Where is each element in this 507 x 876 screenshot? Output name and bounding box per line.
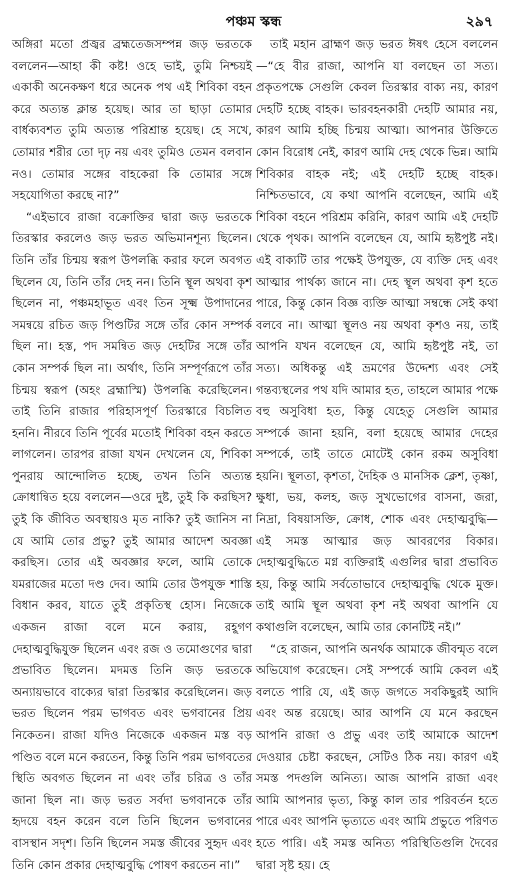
page-header — [0, 8, 507, 30]
paragraph: “এইভাবে রাজা বক্রোক্তির দ্বারা জড় ভরতকে তিরস্কার করলেও জড় ভরত অভিমানশূন্য ছিলেন। তিনি তাঁর চিন্ময় স্বরূপ উপলব্ধি করার ফলে অবগত ছিলেন যে, তিনি তাঁর দেহ নন। তিনি স্থূল অথবা কৃশ ছিলেন না, পঞ্চমহাভূত এবং তিন সূক্ষ্ম উপাদানের সমন্বয়ে রচিত জড় পিণ্ডটির সঙ্গে তাঁর কোন সম্পর্ক ছিল না। হস্ত, পদ সমন্বিত জড় দেহটির সঙ্গে তাঁর কোন সম্পর্ক ছিল না। অর্থাৎ, তিনি সম্পূর্ণরূপে তাঁর চিন্ময় স্বরূপ (অহং ব্রহ্মাস্মি) উপলব্ধি করেছিলেন। তাই তিনি রাজার পরিহাসপূর্ণ তিরস্কারে বিচলিত হননি। নীরবে তিনি পূর্বের মতোই শিবিকা বহন করতে লাগলেন। তারপর রাজা যখন দেখলেন যে, শিবিকা পুনরায় আন্দোলিত হচ্ছে, তখন তিনি অত্যন্ত ক্রোধান্বিত হয়ে বললেন—ওরে দুষ্ট, তুই কি করছিস? তুই কি জীবিত অবস্থায়ও মৃত নাকি? তুই জানিস না যে আমি তোর প্রভু? তুই আমার আদেশ অবজ্ঞা করছিস। তোর এই অবজ্ঞার ফলে, আমি তোকে যমরাজের মতো দণ্ড দেব। আমি তোর উপযুক্ত শাস্তি বিধান করব, যাতে তুই প্রকৃতিস্থ হোস। নিজেকে একজন রাজা বলে মনে করায়, রহূগণ দেহাত্মবুদ্ধিযুক্ত ছিলেন এবং রজ ও তমোগুণের দ্বারা প্রভাবিত ছিলেন। মদমত্ত তিনি জড় ভরতকে অন্যায়ভাবে বাক্যের দ্বারা তিরস্কার করেছিলেন। জড় ভরত ছিলেন পরম ভাগবত এবং ভগবানের প্রিয় নিকেতন। রাজা যদিও নিজেকে একজন মস্ত বড় পণ্ডিত বলে মনে করতেন, কিন্তু তিনি পরম ভাগবতের স্থিতি অবগত ছিলেন না এবং তাঁর চরিত্র ও তাঁর জানা ছিল না। জড় ভরত সর্বদা ভগবানকে তাঁর হৃদয়ে বহন করেন বলে তিনি ছিলেন ভগবানের বাসস্থান সদৃশ। তিনি ছিলেন সমস্ত জীবের সুহৃদ এবং তিনি কোন প্রকার দেহাত্মবুদ্ধি পোষণ করতেন না।” — [12, 209, 252, 872]
left-column — [12, 34, 252, 872]
chapter-title: পঞ্চম স্কন্ধ — [225, 14, 282, 30]
paragraph: “হে রাজন, আপনি অনর্থক আমাকে জীবন্মৃত বলে অভিযোগ করেছেন। সেই সম্পর্কে আমি কেবল এই বলতে পারি যে, এই জড় জগতে সবকিছুরই আদি এবং অন্ত রয়েছে। আর আপনি যে মনে করছেন আপনি রাজা ও প্রভু এবং তাই আমাকে আদেশ দেওয়ার চেষ্টা করছেন, সেটিও ঠিক নয়। কারণ এই সমস্ত পদগুলি অনিত্য। আজ আপনি রাজা এবং আমি আপনার ভৃত্য, কিন্তু কাল তার পরিবর্তন হতে পারে এবং আপনি ভৃত্যতে এবং আমি প্রভুতে পরিণত হতে পারি। এই সমস্ত অনিত্য পরিস্থিতিগুলি দৈবের দ্বারা সৃষ্ট হয়। হে — [256, 641, 498, 872]
paragraph: অঙ্গিরা মতো প্রজ্বর ব্রহ্মতেজসম্পন্ন জড় ভরতকে বললেন—আহা কী কষ্ট! ওহে ভাই, তুমি নিশ্চয়ই একাকী অনেকক্ষণ ধরে অনেক পথ এই শিবিকা বহন করে অত্যন্ত ক্লান্ত হয়েছ। আর তা ছাড়া তোমার বার্ধক্যবশত তুমি অত্যন্ত পরিশ্রান্ত হয়েছ। হে সখে, তোমার শরীর তো দৃঢ় নয় এবং তুমিও তেমন বলবান নও। তোমার সঙ্গের বাহকেরা কি তোমার সঙ্গে সহযোগিতা করছে না?” — [12, 37, 252, 203]
paragraph: তাই মহান ব্রাহ্মণ জড় ভরত ঈষৎ হেসে বললেন—“হে বীর রাজা, আপনি যা বলছেন তা সত্য। প্রকৃতপক্ষে সেগুলি কেবল তিরস্কার বাক্য নয়, কারণ দেহটি হচ্ছে বাহক। ভারবহনকারী দেহটি আমার নয়, কারণ আমি হচ্ছি চিন্ময় আত্মা। আপনার উক্তিতে কোন বিরোধ নেই, কারণ আমি দেহ থেকে ভিন্ন। আমি শিবিকার বাহক নই; এই দেহটি হচ্ছে বাহক। নিশ্চিতভাবে, যে কথা আপনি বলেছেন, আমি এই শিবিকা বহনে পরিশ্রম করিনি, কারণ আমি এই দেহটি থেকে পৃথক। আপনি বলেছেন যে, আমি হৃষ্টপুষ্ট নই। এই বাক্যটি তার পক্ষেই উপযুক্ত, যে ব্যক্তি দেহ এবং আত্মার পার্থক্য জানে না। দেহ স্থূল অথবা কৃশ হতে পারে, কিন্তু কোন বিজ্ঞ ব্যক্তি আত্মা সম্বন্ধে সেই কথা বলবে না। আত্মা স্থূলও নয় অথবা কৃশও নয়, তাই আপনি যখন বলেছেন যে, আমি হৃষ্টপুষ্ট নই, তা সত্য। অধিকন্তু এই ভ্রমণের উদ্দেশ্য এবং সেই গন্তব্যস্থলের পথ যদি আমার হত, তাহলে আমার পক্ষে বহু অসুবিধা হত, কিন্তু যেহেতু সেগুলি আমার সম্পর্কে জানা হয়নি, বলা হয়েছে আমার দেহের সম্পর্কে, তাই তাতে মোটেই কোন রকম অসুবিধা হয়নি। স্থূলতা, কৃশতা, দৈহিক ও মানসিক ক্লেশ, তৃষ্ণা, ক্ষুধা, ভয়, কলহ, জড় সুখভোগের বাসনা, জরা, নিদ্রা, বিষয়াসক্তি, ক্রোধ, শোক এবং দেহাত্মবুদ্ধি—এই সমস্ত আত্মার জড় আবরণের বিকার। দেহাত্মবুদ্ধিতে মগ্ন ব্যক্তিরাই এগুলির দ্বারা প্রভাবিত হয়, কিন্তু আমি সর্বতোভাবে দেহাত্মবুদ্ধি থেকে মুক্ত। তাই আমি স্থূল অথবা কৃশ নই অথবা আপনি যে কথাগুলি বলেছেন, আমি তার কোনটিই নই।” — [256, 37, 498, 635]
right-column — [256, 34, 498, 872]
page-number: ২৯৭ — [465, 14, 493, 30]
